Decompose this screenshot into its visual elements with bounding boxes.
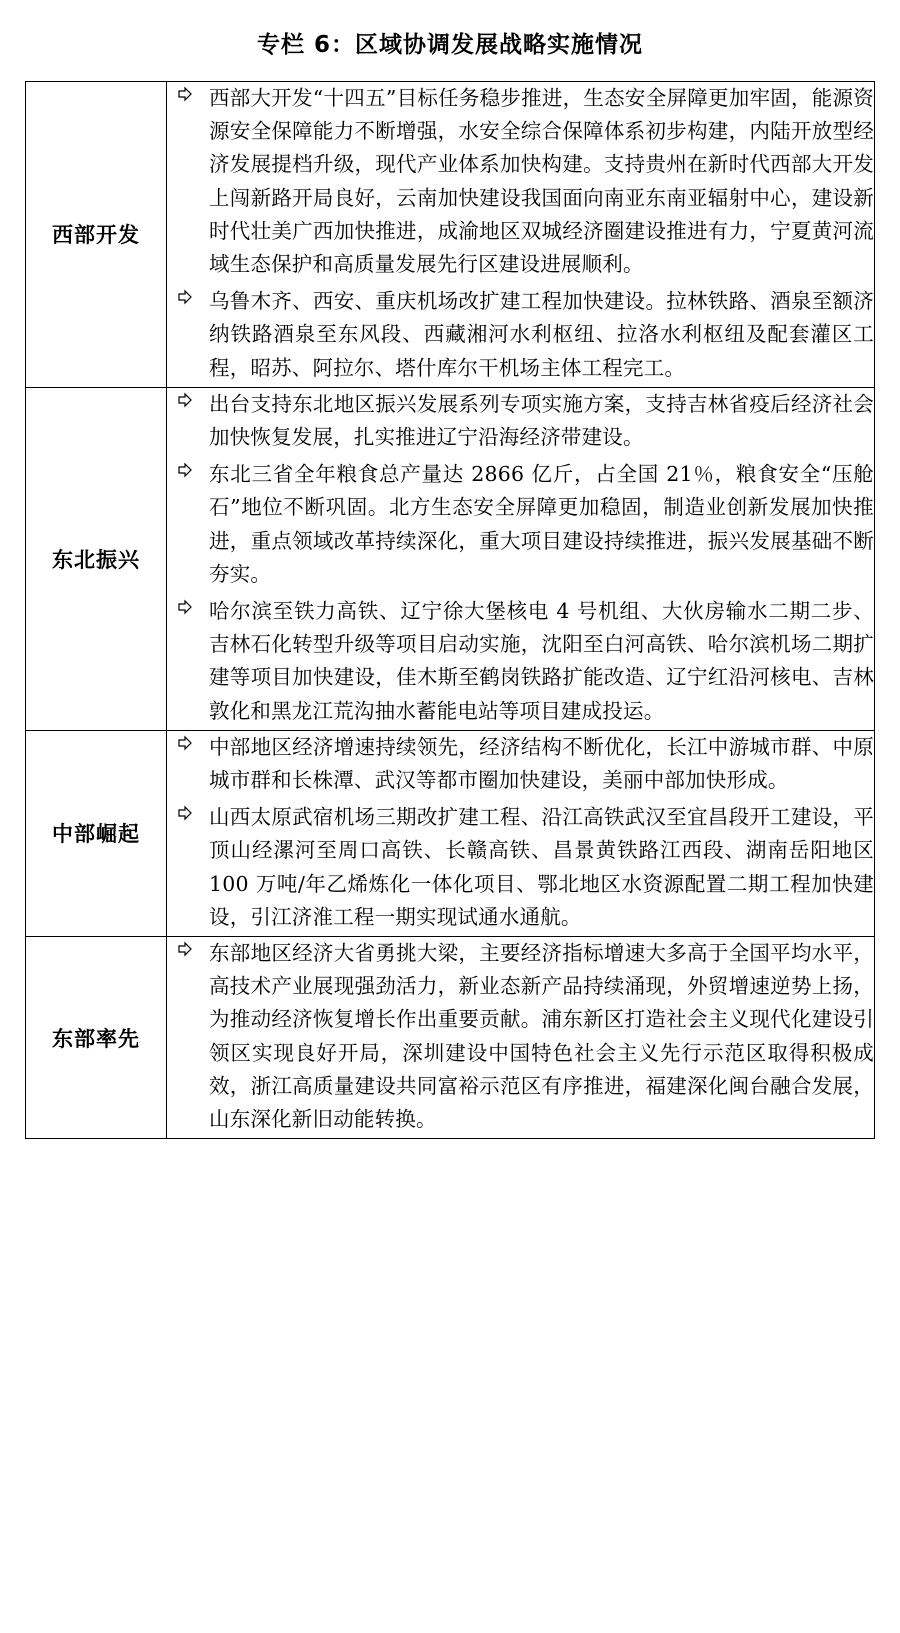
hand-pointing-right-icon: [175, 939, 195, 961]
list-item: [167, 595, 874, 728]
table-row: [26, 82, 875, 388]
region-strategy-table: [25, 81, 875, 1139]
list-item-text: 山西太原武宿机场三期改扩建工程、沿江高铁武汉至宜昌段开工建设，平顶山经漯河至周口高铁、长赣高铁、昌景黄铁路江西段、湖南岳阳地区 100 万吨/年乙烯炼化一体化项目、鄂北地区水资源配置二期工程加快建设，引江济淮工程一期实现试通水通航。: [209, 805, 874, 929]
row-body-central: [167, 730, 875, 936]
row-body-northeast: [167, 387, 875, 730]
row-label-west: 西部开发: [26, 82, 167, 388]
list-item-text: 乌鲁木齐、西安、重庆机场改扩建工程加快建设。拉林铁路、酒泉至额济纳铁路酒泉至东风段、西藏湘河水利枢纽、拉洛水利枢纽及配套灌区工程，昭苏、阿拉尔、塔什库尔干机场主体工程完工。: [209, 289, 874, 380]
row-body-east: [167, 937, 875, 1139]
table-row: [26, 730, 875, 936]
hand-pointing-right-icon: [175, 390, 195, 412]
row-label-east: 东部率先: [26, 937, 167, 1139]
bullet-list: [167, 937, 874, 1136]
list-item: [167, 82, 874, 281]
list-item-text: 哈尔滨至铁力高铁、辽宁徐大堡核电 4 号机组、大伙房输水二期二步、吉林石化转型升级等项目启动实施，沈阳至白河高铁、哈尔滨机场二期扩建等项目加快建设，佳木斯至鹤岗铁路扩能改造、辽宁红沿河核电、吉林敦化和黑龙江荒沟抽水蓄能电站等项目建成投运。: [209, 599, 874, 723]
table-row: [26, 387, 875, 730]
list-item: [167, 458, 874, 591]
hand-pointing-right-icon: [175, 460, 195, 482]
hand-pointing-right-icon: [175, 733, 195, 755]
bullet-list: [167, 731, 874, 934]
list-item: [167, 388, 874, 454]
list-item-text: 中部地区经济增速持续领先，经济结构不断优化，长江中游城市群、中原城市群和长株潭、武汉等都市圈加快建设，美丽中部加快形成。: [209, 734, 874, 793]
row-body-west: [167, 82, 875, 388]
bullet-list: [167, 388, 874, 728]
list-item: [167, 937, 874, 1136]
row-label-central: 中部崛起: [26, 730, 167, 936]
row-label-northeast: 东北振兴: [26, 387, 167, 730]
list-item-text: 东北三省全年粮食总产量达 2866 亿斤，占全国 21％，粮食安全“压舱石”地位不断巩固。北方生态安全屏障更加稳固，制造业创新发展加快推进，重点领域改革持续深化，重大项目建设持续推进，振兴发展基础不断夯实。: [209, 462, 874, 586]
page-title: 专栏 6：区域协调发展战略实施情况: [256, 32, 643, 58]
list-item-text: 东部地区经济大省勇挑大梁，主要经济指标增速大多高于全国平均水平，高技术产业展现强劲活力，新业态新产品持续涌现，外贸增速逆势上扬，为推动经济恢复增长作出重要贡献。浦东新区打造社会主义现代化建设引领区实现良好开局，深圳建设中国特色社会主义先行示范区取得积极成效，浙江高质量建设共同富裕示范区有序推进，福建深化闽台融合发展，山东深化新旧动能转换。: [209, 941, 874, 1132]
list-item: [167, 801, 874, 934]
list-item-text: 出台支持东北地区振兴发展系列专项实施方案，支持吉林省疫后经济社会加快恢复发展，扎实推进辽宁沿海经济带建设。: [209, 391, 874, 450]
bullet-list: [167, 82, 874, 385]
table-row: [26, 937, 875, 1139]
list-item-text: 西部大开发“十四五”目标任务稳步推进，生态安全屏障更加牢固，能源资源安全保障能力不断增强，水安全综合保障体系初步构建，内陆开放型经济发展提档升级，现代产业体系加快构建。支持贵州在新时代西部大开发上闯新路开局良好，云南加快建设我国面向南亚东南亚辐射中心，建设新时代壮美广西加快推进，成渝地区双城经济圈建设推进有力，宁夏黄河流域生态保护和高质量发展先行区建设进展顺利。: [209, 86, 874, 277]
hand-pointing-right-icon: [175, 287, 195, 309]
list-item: [167, 285, 874, 385]
hand-pointing-right-icon: [175, 84, 195, 106]
hand-pointing-right-icon: [175, 803, 195, 825]
list-item: [167, 731, 874, 797]
hand-pointing-right-icon: [175, 597, 195, 619]
